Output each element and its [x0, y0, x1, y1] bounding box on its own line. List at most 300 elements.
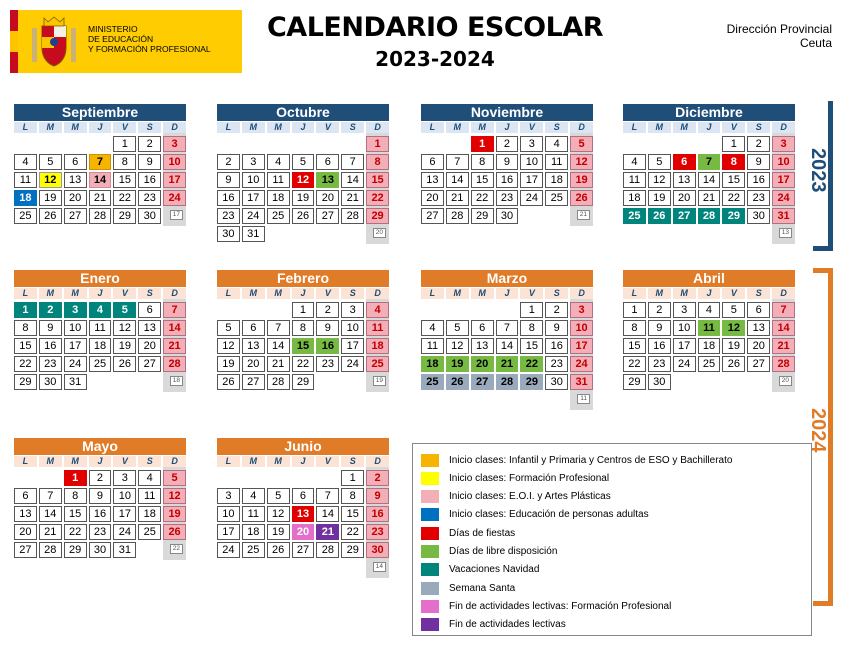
- day-cell: 8: [623, 320, 646, 336]
- day-cell: 10: [64, 320, 87, 336]
- day-cell: 28: [341, 208, 364, 224]
- day-cell: 22: [292, 356, 315, 372]
- day-cell: 8: [64, 488, 87, 504]
- day-cell: 27: [747, 356, 770, 372]
- day-cell: 15: [64, 506, 87, 522]
- day-cell: 6: [14, 488, 37, 504]
- day-cell: 2: [366, 470, 389, 486]
- empty-cell: [217, 470, 240, 486]
- day-cell: 3: [772, 136, 795, 152]
- weekday-label: V: [520, 122, 543, 133]
- day-cell: 9: [747, 154, 770, 170]
- legend-item-finfp: [421, 599, 671, 613]
- weekday-label: V: [316, 122, 339, 133]
- weekday-label: S: [138, 288, 161, 299]
- day-cell: 29: [366, 208, 389, 224]
- day-cell: 11: [267, 172, 290, 188]
- day-cell: 9: [545, 320, 568, 336]
- day-cell: 11: [138, 488, 161, 504]
- day-cell: 5: [39, 154, 62, 170]
- weekday-label: M: [648, 288, 671, 299]
- legend-item-fp: [421, 471, 609, 485]
- empty-cell: [217, 560, 240, 576]
- empty-cell: [39, 470, 62, 486]
- day-cell: 13: [316, 172, 339, 188]
- weekday-label: J: [496, 122, 519, 133]
- weekday-label: J: [89, 456, 112, 467]
- day-cell: 22: [113, 190, 136, 206]
- day-grid: [14, 470, 186, 558]
- day-cell: 9: [366, 488, 389, 504]
- weekday-label: D: [366, 288, 389, 299]
- day-cell: 4: [267, 154, 290, 170]
- week-count: [366, 374, 389, 390]
- day-cell: 29: [14, 374, 37, 390]
- month-octubre: [217, 104, 389, 242]
- weekday-label: D: [570, 288, 593, 299]
- legend-swatch: [421, 545, 439, 558]
- empty-cell: [471, 302, 494, 318]
- year-label-2024: 2024: [807, 408, 829, 453]
- day-cell: 1: [722, 136, 745, 152]
- weekday-label: M: [39, 122, 62, 133]
- day-cell: 18: [421, 356, 444, 372]
- day-cell: 17: [570, 338, 593, 354]
- day-cell: 13: [673, 172, 696, 188]
- day-cell: 28: [772, 356, 795, 372]
- day-cell: 29: [64, 542, 87, 558]
- weekday-label: D: [163, 456, 186, 467]
- day-cell: 2: [316, 302, 339, 318]
- day-cell: 10: [570, 320, 593, 336]
- weekday-label: L: [623, 288, 646, 299]
- day-cell: 18: [698, 338, 721, 354]
- legend-label: Inicio clases: Infantil y Primaria y Centros de ESO y Bachillerato: [449, 454, 733, 466]
- day-cell: 21: [267, 356, 290, 372]
- page-title: CALENDARIO ESCOLAR: [266, 12, 603, 43]
- day-cell: 8: [14, 320, 37, 336]
- day-cell: 5: [570, 136, 593, 152]
- day-cell: 21: [698, 190, 721, 206]
- day-cell: 5: [648, 154, 671, 170]
- day-cell: 21: [39, 524, 62, 540]
- day-cell: 7: [341, 154, 364, 170]
- day-cell: 20: [14, 524, 37, 540]
- legend-item-inf: [421, 453, 732, 467]
- legend-swatch: [421, 454, 439, 467]
- day-cell: 29: [520, 374, 543, 390]
- day-cell: 29: [292, 374, 315, 390]
- day-cell: 30: [138, 208, 161, 224]
- day-cell: 30: [39, 374, 62, 390]
- empty-cell: [623, 226, 646, 242]
- day-cell: 25: [267, 208, 290, 224]
- day-cell: 3: [570, 302, 593, 318]
- day-cell: 23: [217, 208, 240, 224]
- day-cell: 10: [673, 320, 696, 336]
- month-title: Marzo: [421, 270, 593, 287]
- week-count-label: 18: [170, 376, 183, 386]
- day-cell: 7: [39, 488, 62, 504]
- day-cell: 1: [292, 302, 315, 318]
- weekday-label: L: [623, 122, 646, 133]
- month-title: Septiembre: [14, 104, 186, 121]
- weekday-label: J: [698, 122, 721, 133]
- legend-swatch: [421, 508, 439, 521]
- day-cell: 24: [217, 542, 240, 558]
- day-cell: 22: [64, 524, 87, 540]
- day-cell: 10: [772, 154, 795, 170]
- day-cell: 2: [648, 302, 671, 318]
- day-cell: 14: [316, 506, 339, 522]
- month-marzo: [421, 270, 593, 408]
- day-cell: 19: [163, 506, 186, 522]
- weekday-label: L: [217, 456, 240, 467]
- day-cell: 19: [217, 356, 240, 372]
- school-year: 2023-2024: [375, 47, 495, 71]
- day-cell: 2: [545, 302, 568, 318]
- weekday-label: L: [217, 288, 240, 299]
- day-cell: 17: [341, 338, 364, 354]
- day-cell: 25: [623, 208, 646, 224]
- legend-swatch: [421, 582, 439, 595]
- day-cell: 9: [217, 172, 240, 188]
- day-cell: 23: [747, 190, 770, 206]
- day-cell: 4: [545, 136, 568, 152]
- day-cell: 3: [673, 302, 696, 318]
- day-cell: 29: [722, 208, 745, 224]
- day-cell: 19: [648, 190, 671, 206]
- week-count-label: 13: [779, 228, 792, 238]
- day-cell: 19: [292, 190, 315, 206]
- empty-cell: [446, 302, 469, 318]
- day-cell: 21: [446, 190, 469, 206]
- weekday-label: V: [113, 288, 136, 299]
- weekday-label: S: [138, 456, 161, 467]
- provincial-office: Dirección Provincial Ceuta: [726, 22, 832, 50]
- day-cell: 14: [163, 320, 186, 336]
- week-count: [163, 374, 186, 390]
- day-cell: 29: [471, 208, 494, 224]
- day-cell: 28: [163, 356, 186, 372]
- day-cell: 14: [446, 172, 469, 188]
- weekday-label: M: [267, 456, 290, 467]
- day-cell: 19: [722, 338, 745, 354]
- day-cell: 25: [698, 356, 721, 372]
- weekday-label: M: [673, 288, 696, 299]
- empty-cell: [113, 374, 136, 390]
- day-cell: 17: [673, 338, 696, 354]
- week-count-label: 22: [170, 544, 183, 554]
- empty-cell: [421, 392, 444, 408]
- day-cell: 26: [292, 208, 315, 224]
- day-cell: 23: [648, 356, 671, 372]
- legend-label: Fin de actividades lectivas: Formación Profesional: [449, 600, 672, 612]
- day-cell: 22: [722, 190, 745, 206]
- day-cell: 13: [242, 338, 265, 354]
- empty-cell: [242, 560, 265, 576]
- year-label-2023: 2023: [807, 148, 829, 193]
- empty-cell: [698, 374, 721, 390]
- day-cell: 15: [471, 172, 494, 188]
- day-cell: 15: [722, 172, 745, 188]
- day-cell: 3: [163, 136, 186, 152]
- day-cell: 24: [113, 524, 136, 540]
- day-cell: 2: [39, 302, 62, 318]
- day-cell: 16: [39, 338, 62, 354]
- day-cell: 8: [341, 488, 364, 504]
- empty-cell: [292, 560, 315, 576]
- day-cell: 18: [14, 190, 37, 206]
- empty-cell: [471, 392, 494, 408]
- weekday-label: D: [163, 288, 186, 299]
- day-cell: 21: [316, 524, 339, 540]
- day-cell: 20: [316, 190, 339, 206]
- week-count-label: 17: [170, 210, 183, 220]
- day-cell: 2: [89, 470, 112, 486]
- weekday-label: S: [341, 122, 364, 133]
- empty-cell: [292, 226, 315, 242]
- day-cell: 30: [648, 374, 671, 390]
- day-cell: 4: [242, 488, 265, 504]
- day-cell: 11: [89, 320, 112, 336]
- weekday-label: S: [545, 288, 568, 299]
- day-cell: 5: [163, 470, 186, 486]
- day-cell: 26: [722, 356, 745, 372]
- weekday-label: M: [648, 122, 671, 133]
- weekday-header: [421, 288, 593, 299]
- day-cell: 8: [520, 320, 543, 336]
- day-cell: 24: [242, 208, 265, 224]
- legend-item-fest: [421, 526, 515, 540]
- weekday-header: [217, 456, 389, 467]
- day-cell: 24: [64, 356, 87, 372]
- day-cell: 26: [163, 524, 186, 540]
- weekday-label: M: [39, 456, 62, 467]
- legend-label: Días de fiestas: [449, 527, 516, 539]
- weekday-label: M: [64, 456, 87, 467]
- day-cell: 24: [570, 356, 593, 372]
- day-cell: 15: [292, 338, 315, 354]
- day-cell: 11: [14, 172, 37, 188]
- weekday-label: M: [242, 456, 265, 467]
- day-cell: 12: [446, 338, 469, 354]
- day-cell: 7: [163, 302, 186, 318]
- weekday-label: L: [421, 288, 444, 299]
- legend-label: Inicio clases: E.O.I. y Artes Plásticas: [449, 491, 611, 503]
- day-cell: 13: [292, 506, 315, 522]
- day-cell: 8: [113, 154, 136, 170]
- weekday-label: S: [747, 122, 770, 133]
- day-cell: 14: [772, 320, 795, 336]
- day-cell: 11: [242, 506, 265, 522]
- day-cell: 24: [673, 356, 696, 372]
- day-cell: 24: [341, 356, 364, 372]
- month-title: Febrero: [217, 270, 389, 287]
- week-count-label: 20: [373, 228, 386, 238]
- empty-cell: [341, 560, 364, 576]
- day-cell: 18: [267, 190, 290, 206]
- day-cell: 7: [496, 320, 519, 336]
- weekday-label: M: [471, 122, 494, 133]
- day-grid: [217, 470, 389, 576]
- week-count: [772, 374, 795, 390]
- empty-cell: [520, 208, 543, 224]
- day-cell: 19: [267, 524, 290, 540]
- day-cell: 7: [316, 488, 339, 504]
- day-cell: 30: [747, 208, 770, 224]
- day-cell: 21: [341, 190, 364, 206]
- day-cell: 23: [316, 356, 339, 372]
- day-cell: 17: [772, 172, 795, 188]
- legend-swatch: [421, 618, 439, 631]
- legend-item-eoi: [421, 490, 611, 504]
- day-cell: 10: [242, 172, 265, 188]
- weekday-label: J: [496, 288, 519, 299]
- month-junio: [217, 438, 389, 576]
- day-cell: 19: [570, 172, 593, 188]
- day-cell: 16: [747, 172, 770, 188]
- day-cell: 28: [446, 208, 469, 224]
- day-cell: 13: [471, 338, 494, 354]
- day-cell: 25: [138, 524, 161, 540]
- weekday-header: [14, 288, 186, 299]
- weekday-label: D: [772, 122, 795, 133]
- day-cell: 15: [520, 338, 543, 354]
- week-count-label: 20: [779, 376, 792, 386]
- day-cell: 20: [673, 190, 696, 206]
- weekday-label: M: [39, 288, 62, 299]
- day-cell: 26: [648, 208, 671, 224]
- week-count: [163, 208, 186, 224]
- day-cell: 16: [138, 172, 161, 188]
- day-cell: 16: [545, 338, 568, 354]
- empty-cell: [722, 374, 745, 390]
- weekday-label: V: [722, 288, 745, 299]
- week-count: [366, 226, 389, 242]
- day-cell: 17: [217, 524, 240, 540]
- weekday-label: J: [89, 122, 112, 133]
- day-cell: 15: [341, 506, 364, 522]
- day-cell: 20: [64, 190, 87, 206]
- weekday-label: M: [242, 122, 265, 133]
- day-cell: 31: [113, 542, 136, 558]
- legend-swatch: [421, 527, 439, 540]
- day-cell: 1: [14, 302, 37, 318]
- day-cell: 9: [648, 320, 671, 336]
- day-cell: 30: [89, 542, 112, 558]
- day-cell: 16: [648, 338, 671, 354]
- day-cell: 14: [267, 338, 290, 354]
- weekday-label: L: [217, 122, 240, 133]
- weekday-label: D: [366, 456, 389, 467]
- day-cell: 15: [113, 172, 136, 188]
- weekday-label: D: [366, 122, 389, 133]
- day-cell: 13: [14, 506, 37, 522]
- empty-cell: [747, 226, 770, 242]
- day-cell: 17: [242, 190, 265, 206]
- week-count-label: 11: [577, 394, 590, 404]
- week-count-label: 21: [577, 210, 590, 220]
- day-cell: 23: [138, 190, 161, 206]
- day-cell: 14: [39, 506, 62, 522]
- day-cell: 26: [39, 208, 62, 224]
- day-cell: 3: [113, 470, 136, 486]
- day-cell: 10: [113, 488, 136, 504]
- weekday-label: S: [747, 288, 770, 299]
- empty-cell: [545, 208, 568, 224]
- day-cell: 26: [446, 374, 469, 390]
- day-cell: 13: [747, 320, 770, 336]
- day-cell: 30: [366, 542, 389, 558]
- month-noviembre: [421, 104, 593, 224]
- empty-cell: [267, 136, 290, 152]
- day-cell: 9: [316, 320, 339, 336]
- legend-swatch: [421, 600, 439, 613]
- day-cell: 29: [113, 208, 136, 224]
- day-cell: 8: [471, 154, 494, 170]
- empty-cell: [648, 136, 671, 152]
- day-grid: [217, 136, 389, 242]
- weekday-label: J: [89, 288, 112, 299]
- day-cell: 2: [217, 154, 240, 170]
- empty-cell: [89, 136, 112, 152]
- day-cell: 12: [267, 506, 290, 522]
- day-cell: 22: [341, 524, 364, 540]
- legend-label: Días de libre disposición: [449, 546, 558, 557]
- day-cell: 9: [39, 320, 62, 336]
- day-cell: 28: [316, 542, 339, 558]
- day-cell: 28: [39, 542, 62, 558]
- day-cell: 27: [421, 208, 444, 224]
- day-cell: 27: [471, 374, 494, 390]
- empty-cell: [14, 470, 37, 486]
- day-cell: 25: [366, 356, 389, 372]
- day-cell: 18: [138, 506, 161, 522]
- weekday-header: [14, 456, 186, 467]
- day-cell: 4: [698, 302, 721, 318]
- day-cell: 11: [545, 154, 568, 170]
- weekday-label: M: [446, 122, 469, 133]
- empty-cell: [673, 374, 696, 390]
- day-cell: 18: [366, 338, 389, 354]
- day-cell: 23: [545, 356, 568, 372]
- day-cell: 6: [421, 154, 444, 170]
- weekday-label: J: [292, 288, 315, 299]
- weekday-label: L: [14, 456, 37, 467]
- day-cell: 1: [366, 136, 389, 152]
- day-cell: 14: [89, 172, 112, 188]
- day-cell: 28: [267, 374, 290, 390]
- day-cell: 11: [623, 172, 646, 188]
- weekday-label: M: [267, 288, 290, 299]
- day-cell: 1: [341, 470, 364, 486]
- day-cell: 30: [496, 208, 519, 224]
- empty-cell: [496, 392, 519, 408]
- weekday-label: V: [316, 456, 339, 467]
- day-cell: 9: [89, 488, 112, 504]
- empty-cell: [217, 302, 240, 318]
- weekday-header: [421, 122, 593, 133]
- day-cell: 14: [698, 172, 721, 188]
- empty-cell: [89, 374, 112, 390]
- day-cell: 18: [623, 190, 646, 206]
- weekday-label: M: [673, 122, 696, 133]
- month-title: Junio: [217, 438, 389, 455]
- day-cell: 31: [570, 374, 593, 390]
- weekday-label: M: [64, 122, 87, 133]
- day-cell: 1: [64, 470, 87, 486]
